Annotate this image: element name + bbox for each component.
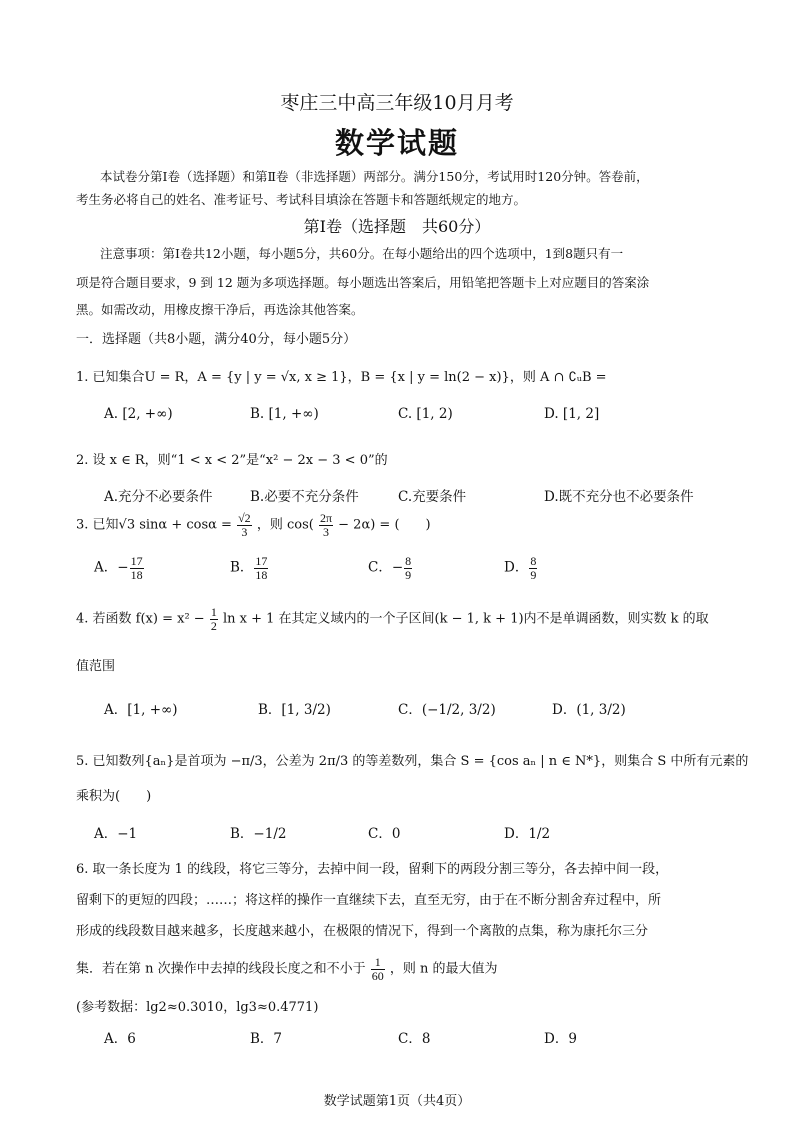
q3-option-a-label: A．− [94, 559, 129, 576]
part-heading: 一．选择题（共8小题，满分40分，每小题5分） [76, 332, 357, 347]
q2-option-a: A.充分不必要条件 [104, 489, 213, 505]
q3-a-num: 17 [130, 554, 143, 568]
q6-frac [371, 956, 385, 982]
q3-option-d [504, 555, 538, 581]
q5-option-d: D．1/2 [504, 826, 551, 842]
q6-option-d: D．9 [544, 1031, 577, 1047]
q3-a-den: 18 [130, 567, 143, 582]
q2-option-d: D.既不充分也不必要条件 [544, 489, 694, 505]
q3-stem-pre: 3. 已知√3 sinα + cosα = [76, 517, 232, 533]
subject-title: 数学试题 [334, 126, 459, 160]
q3-frac2-den: 3 [322, 524, 329, 539]
q5-option-b: B．−1/2 [230, 826, 287, 842]
q6-stem-line4 [76, 956, 498, 982]
q6-reference-data: (参考数据：lg2≈0.3010，lg3≈0.4771) [76, 1000, 319, 1015]
q5-option-c: C．0 [368, 826, 401, 842]
q3-frac-den: 3 [241, 524, 248, 539]
q6-option-a: A．6 [104, 1031, 136, 1047]
q3-option-d-label: D． [504, 559, 529, 576]
q6-stem-line1: 6. 取一条长度为 1 的线段，将它三等分，去掉中间一段，留剩下的两段分割三等分，各去掉中间一段， [76, 862, 669, 877]
notice-line-3: 黑。如需改动，用橡皮擦干净后，再选涂其他答案。 [76, 302, 364, 317]
q3-option-c [368, 555, 413, 581]
q6-frac-den: 60 [371, 968, 384, 983]
q5-stem: 5. 已知数列{aₙ}是首项为 −π/3，公差为 2π/3 的等差数列，集合 S = {cos aₙ | n ∈ N*}，则集合 S 中所有元素的 [76, 754, 749, 769]
q3-stem [76, 512, 431, 538]
q6-frac-num: 1 [371, 956, 385, 970]
q3-option-b-label: B． [230, 559, 254, 576]
q6-option-b: B．7 [250, 1031, 283, 1047]
q3-option-b [230, 555, 269, 581]
q4-frac [210, 606, 218, 632]
q4-stem-post: ln x + 1 在其定义域内的一个子区间(k − 1, k + 1)内不是单调函数，则实数 k 的取 [222, 611, 709, 627]
q1-stem: 1. 已知集合U = R，A = {y | y = √x, x ≥ 1}，B = {x | y = ln(2 − x)}，则 A ∩ ∁ᵤB = [76, 370, 607, 385]
q3-stem-mid: ，则 cos( [256, 517, 314, 533]
q4-frac-den: 2 [210, 618, 217, 633]
q6-line4-post: ，则 n 的最大值为 [389, 961, 498, 977]
q3-d-den: 9 [530, 567, 537, 582]
notice-line-1: 注意事项：第Ⅰ卷共12小题，每小题5分，共60分。在每小题给出的四个选项中，1到8题只有一 [100, 246, 624, 261]
section-title: 第Ⅰ卷（选择题 共60分） [303, 217, 491, 236]
q3-c-num: 8 [405, 554, 412, 568]
q6-stem-line3: 形成的线段数目越来越多，长度越来越小，在极限的情况下，得到一个离散的点集，称为康托尔三分 [76, 924, 649, 939]
q3-frac2-num: 2π [319, 511, 333, 525]
q3-c-den: 9 [405, 567, 412, 582]
q2-option-c: C.充要条件 [398, 489, 467, 505]
q3-b-den: 18 [255, 567, 268, 582]
q3-frac2 [319, 512, 333, 538]
q5-option-a: A．−1 [94, 826, 138, 842]
q3-d-num: 8 [530, 554, 537, 568]
q4-frac-num: 1 [210, 605, 217, 619]
q1-option-d: D. [1, 2] [544, 406, 600, 422]
q5-stem-line2: 乘积为( ) [76, 789, 152, 804]
q3-b-num: 17 [255, 554, 268, 568]
exam-title: 枣庄三中高三年级10月月考 [280, 92, 514, 114]
q2-stem: 2. 设 x ∈ R，则“1 < x < 2”是“x² − 2x − 3 < 0”的 [76, 453, 388, 468]
q4-stem-pre: 4. 若函数 f(x) = x² − [76, 611, 205, 627]
q1-option-a: A. [2, +∞) [104, 406, 173, 422]
notice-line-2: 项是符合题目要求，9 到 12 题为多项选择题。每小题选出答案后，用铅笔把答题卡上对应题目的答案涂 [76, 275, 650, 290]
q3-stem-post: − 2α) = ( ) [338, 517, 431, 533]
q4-option-d: D．(1, 3/2) [552, 702, 626, 718]
q1-option-b: B. [1, +∞) [250, 406, 319, 422]
q3-option-a [94, 555, 145, 581]
q4-stem-line2: 值范围 [76, 659, 116, 674]
q4-option-b: B．[1, 3/2) [258, 702, 331, 718]
q4-option-a: A．[1, +∞) [104, 702, 178, 718]
q2-option-b: B.必要不充分条件 [250, 489, 359, 505]
q1-option-c: C. [1, 2) [398, 406, 453, 422]
q6-option-c: C．8 [398, 1031, 431, 1047]
q4-option-c: C．(−1/2, 3/2) [398, 702, 496, 718]
q3-option-c-label: C．− [368, 559, 404, 576]
q3-frac [237, 512, 252, 538]
intro-line-1: 本试卷分第Ⅰ卷（选择题）和第Ⅱ卷（非选择题）两部分。满分150分，考试用时120分钟。答卷前， [100, 169, 649, 184]
page-footer: 数学试题第1页（共4页） [323, 1094, 471, 1109]
q6-stem-line2: 留剩下的更短的四段；……；将这样的操作一直继续下去，直至无穷，由于在不断分割舍弃过程中，所 [76, 893, 662, 908]
intro-line-2: 考生务必将自己的姓名、准考证号、考试科目填涂在答题卡和答题纸规定的地方。 [76, 192, 527, 207]
q3-frac-num: √2 [238, 511, 251, 525]
q4-stem [76, 606, 709, 632]
q6-line4-pre: 集．若在第 n 次操作中去掉的线段长度之和不小于 [76, 961, 366, 977]
